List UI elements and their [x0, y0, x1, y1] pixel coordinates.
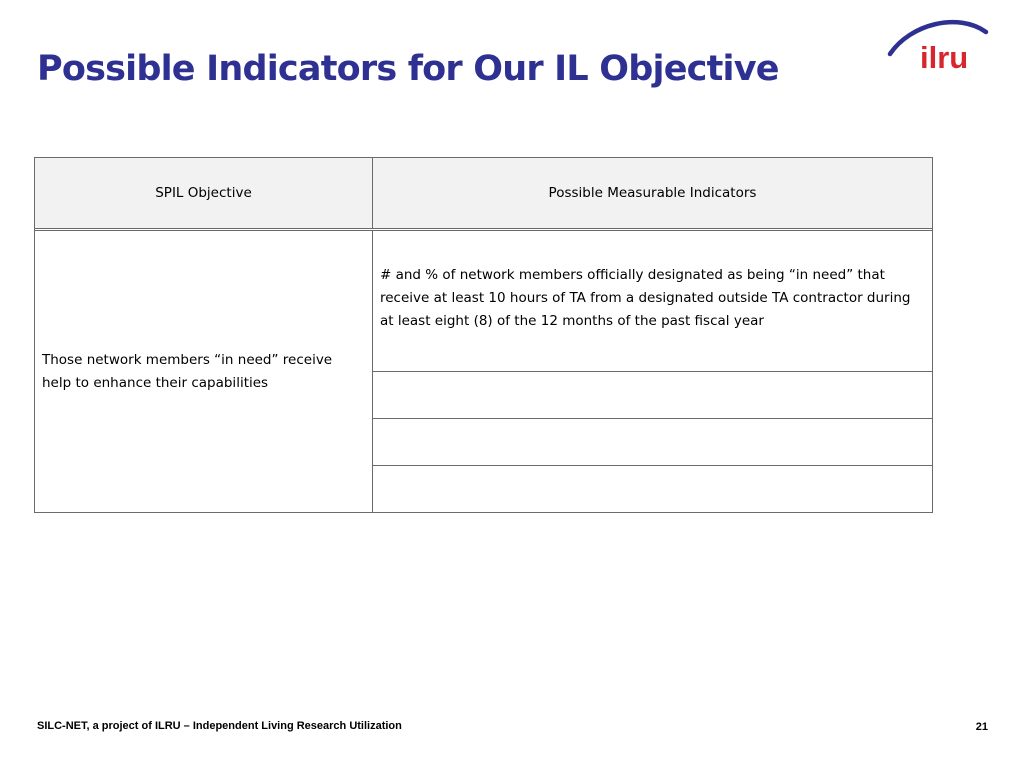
header-measurable-indicators: Possible Measurable Indicators: [373, 158, 933, 229]
page-number: 21: [975, 721, 988, 733]
indicator-cell: # and % of network members officially designated as being “in need” that receive at least 10 hours of TA from a designated outside TA contractor during at least eight (8) of the 12 months of the past fiscal year: [373, 231, 933, 372]
ilru-logo: [886, 16, 990, 76]
footer-text: SILC-NET, a project of ILRU – Independent Living Research Utilization: [37, 720, 402, 732]
table-header-row: [35, 158, 933, 229]
indicator-cell: [373, 372, 933, 419]
ilru-logo-graphic: [886, 16, 990, 76]
indicator-table: [34, 157, 933, 513]
header-spil-objective: SPIL Objective: [35, 158, 373, 229]
objective-cell: Those network members “in need” receive help to enhance their capabilities: [35, 231, 373, 513]
ilru-logo-text: ilru: [920, 40, 969, 75]
slide-title: Possible Indicators for Our IL Objective: [37, 49, 779, 89]
table-row: [35, 231, 933, 372]
indicator-cell: [373, 466, 933, 513]
indicator-cell: [373, 419, 933, 466]
